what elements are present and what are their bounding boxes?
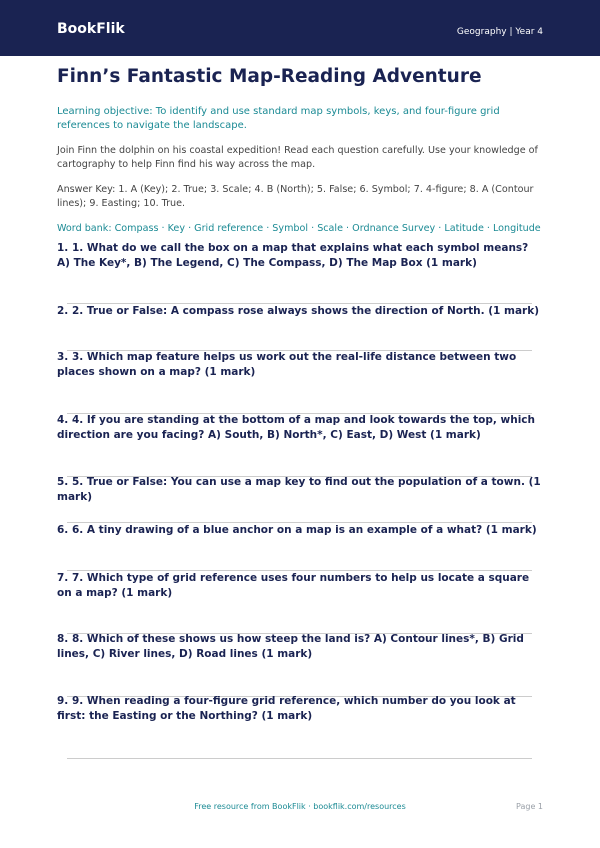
question-8: 8. 8. Which of these shows us how steep the land is? A) Contour lines*, B) Grid lines, C) River lines, D) Road lines (1 mark) [57,633,524,660]
question-9: 9. 9. When reading a four-figure grid reference, which number do you look at first: the Easting or the Northing? (1 mark) [57,695,516,722]
page-header [0,0,600,56]
question-4: 4. 4. If you are standing at the bottom of a map and look towards the top, which direction are you facing? A) South, B) North*, C) East, D) West (1 mark) [57,414,535,441]
learning-objective: Learning objective: To identify and use standard map symbols, keys, and four-figure grid references to navigate the landscape. [57,106,500,131]
brand-logo[interactable]: BookFlik [57,21,125,37]
question-5: 5. 5. True or False: You can use a map key to find out the population of a town. (1 mark) [57,476,541,503]
page-title: Finn’s Fantastic Map-Reading Adventure [57,66,482,87]
answer-line-9[interactable] [67,758,532,759]
subject-label: Geography | Year 4 [456,27,543,37]
answer-key: Answer Key: 1. A (Key); 2. True; 3. Scale; 4. B (North); 5. False; 6. Symbol; 7. 4-figure; 8. A (Contour lines); 9. Easting; 10. True. [57,184,534,209]
word-bank: Word bank: Compass · Key · Grid reference · Symbol · Scale · Ordnance Survey · Latitude · Longitude [57,223,541,234]
footer-credit[interactable]: Free resource from BookFlik · bookflik.com/resources [194,802,406,811]
worksheet-intro [57,64,544,236]
question-3: 3. 3. Which map feature helps us work out the real-life distance between two places shown on a map? (1 mark) [57,351,517,378]
page-number: Page 1 [516,802,543,811]
question-7: 7. 7. Which type of grid reference uses four numbers to help us locate a square on a map? (1 mark) [57,572,530,599]
intro-text: Join Finn the dolphin on his coastal expedition! Read each question carefully. Use your knowledge of cartography to help Finn find his way across the map. [57,145,538,170]
question-2: 2. 2. True or False: A compass rose always shows the direction of North. (1 mark) [57,305,540,317]
question-6: 6. 6. A tiny drawing of a blue anchor on a map is an example of a what? (1 mark) [57,524,537,536]
question-1: 1. 1. What do we call the box on a map that explains what each symbol means? A) The Key*, B) The Legend, C) The Compass, D) The Map Box (1 mark) [57,242,529,269]
